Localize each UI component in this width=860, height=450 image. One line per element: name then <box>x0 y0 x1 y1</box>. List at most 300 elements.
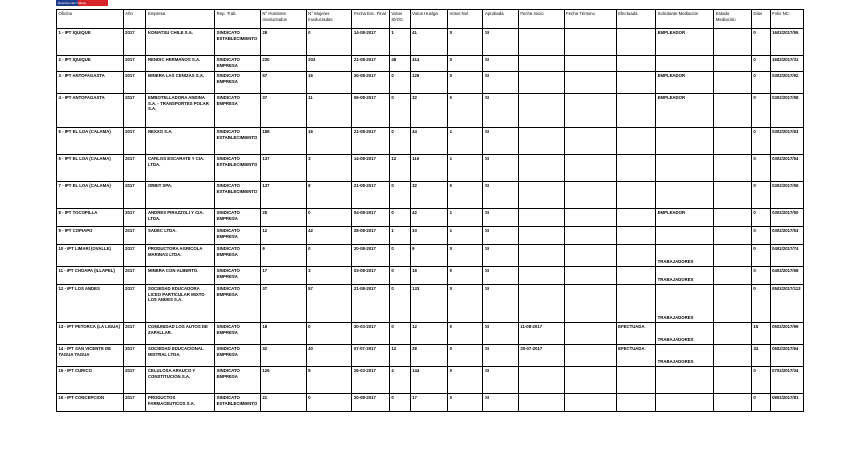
logo <box>56 0 108 6</box>
table-cell: 0 <box>448 182 483 209</box>
table-cell: SI <box>483 394 518 412</box>
table-cell <box>518 227 564 245</box>
table-cell <box>564 394 616 412</box>
table-cell: 1 <box>448 227 483 245</box>
table-cell: 0 <box>448 345 483 367</box>
table-cell <box>714 227 751 245</box>
table-cell: MINERA LAS CENIZAS S.A. <box>146 72 215 94</box>
table-cell: 0702/2017/34 <box>770 367 803 394</box>
table-cell <box>616 128 656 155</box>
table-cell <box>714 245 751 267</box>
table-cell: TRABAJADORES <box>656 345 714 367</box>
table-cell: 0502/2017/113 <box>770 285 803 323</box>
table-cell: 11-08-2017 <box>518 323 564 345</box>
table-cell: 1602/2017/55 <box>770 29 803 56</box>
table-cell: CARLOS ESCARATE Y CIA. LTDA. <box>146 155 215 182</box>
table-cell <box>564 72 616 94</box>
table-cell: 30-08-2017 <box>352 72 389 94</box>
table-cell <box>616 227 656 245</box>
table-cell: 17 <box>410 394 447 412</box>
table-cell: TRABAJADORES <box>656 323 714 345</box>
table-cell: 18 <box>410 267 447 285</box>
table-cell: 17 <box>260 267 306 285</box>
table-cell: 137 <box>260 182 306 209</box>
table-cell: 0302/2017/92 <box>770 72 803 94</box>
table-cell: SI <box>483 323 518 345</box>
table-cell: 18 <box>260 323 306 345</box>
table-cell: 2017 <box>123 394 146 412</box>
table-cell <box>564 155 616 182</box>
table-cell: ANDRES PIRAZZOLI Y CIA. LTDA. <box>146 209 215 227</box>
table-cell: 10 - IPT LIMARI (OVALLE) <box>57 245 124 267</box>
table-cell: 16 - IPT CONCEPCION <box>57 394 124 412</box>
table-cell: 15 <box>751 323 770 345</box>
column-header: N° Hombres Involucrados <box>260 10 306 29</box>
table-cell <box>616 285 656 323</box>
table-cell <box>656 155 714 182</box>
table-cell: SINDICATO EMPRESA <box>215 267 261 285</box>
table-cell: SOCIEDAD EDUCACIONAL MISTRAL LTDA. <box>146 345 215 367</box>
table-cell: 32 <box>410 94 447 128</box>
table-cell: 6 - IPT EL LOA (CALAMA) <box>57 155 124 182</box>
table-cell <box>518 128 564 155</box>
table-cell: 14-08-2017 <box>352 29 389 56</box>
table-cell: 07-07-2017 <box>352 345 389 367</box>
column-header: Estado Mediación <box>714 10 751 29</box>
table-cell: 2017 <box>123 72 146 94</box>
table-cell: 1 <box>448 128 483 155</box>
table-cell <box>714 94 751 128</box>
table-cell: 41 <box>410 29 447 56</box>
table-cell: 11 <box>306 94 352 128</box>
table-cell <box>616 29 656 56</box>
table-cell: PRODUCTORA AGRICOLA MARINAS LTDA. <box>146 245 215 267</box>
table-cell: 42 <box>410 209 447 227</box>
table-cell: SINDICATO EMPRESA <box>215 285 261 323</box>
table-cell: SINDICATO EMPRESA <box>215 367 261 394</box>
table-cell: COMUNIDAD LOS AUTOS DE ZAPALLAR. <box>146 323 215 345</box>
column-header: Rep. Trab. <box>215 10 261 29</box>
table-cell: SI <box>483 128 518 155</box>
table-cell: 0 <box>751 29 770 56</box>
column-header: Votos Huelga <box>410 10 447 29</box>
table-cell: EMPLEADOR <box>656 94 714 128</box>
table-cell: SINDICATO ESTABLECIMIENTO <box>215 394 261 412</box>
table-cell: 0 <box>448 29 483 56</box>
table-cell: 11 - IPT CHOAPA (ILLAPEL) <box>57 267 124 285</box>
column-header: Fecha Esc. Final <box>352 10 389 29</box>
table-cell: 20-07-2017 <box>518 345 564 367</box>
table-cell: 40 <box>306 345 352 367</box>
table-cell: SI <box>483 182 518 209</box>
table-cell <box>656 128 714 155</box>
table-cell: NEXXO S.A. <box>146 128 215 155</box>
column-header: Días <box>751 10 770 29</box>
table-cell: 0 <box>389 72 410 94</box>
table-cell <box>714 56 751 72</box>
column-header: Aprobada <box>483 10 518 29</box>
table-cell: 0 <box>448 394 483 412</box>
table-cell <box>714 29 751 56</box>
table-cell <box>616 56 656 72</box>
table-cell: SI <box>483 285 518 323</box>
table-cell: 0 <box>448 267 483 285</box>
column-header: Año <box>123 10 146 29</box>
table-cell <box>714 345 751 367</box>
table-cell: 0402/2017/68 <box>770 267 803 285</box>
table-cell: 0302/2017/59 <box>770 182 803 209</box>
table-cell: 0 <box>389 267 410 285</box>
table-cell <box>564 29 616 56</box>
table-cell: CELULOSA ARAUCO Y CONSTITUCION S.A. <box>146 367 215 394</box>
table-cell <box>656 394 714 412</box>
table-cell: 0302/2017/54 <box>770 155 803 182</box>
table-cell: 0 <box>751 94 770 128</box>
table-row <box>57 72 804 94</box>
column-header: Solicitante Mediación <box>656 10 714 29</box>
table-cell <box>714 285 751 323</box>
table-cell: SINDICATO ESTABLECIMIENTO <box>215 155 261 182</box>
table-cell: 0 <box>306 29 352 56</box>
table-cell: 20-08-2017 <box>352 394 389 412</box>
table-cell: 16 <box>306 72 352 94</box>
table-cell: 0302/2017/50 <box>770 209 803 227</box>
table-cell: TRABAJADORES <box>656 267 714 285</box>
table-cell: 0 <box>448 94 483 128</box>
table-cell <box>518 209 564 227</box>
table-cell <box>714 72 751 94</box>
table-cell: 1 - IPT IQUIQUE <box>57 29 124 56</box>
table-cell: 1 <box>389 227 410 245</box>
table-cell <box>518 29 564 56</box>
table-cell: 2017 <box>123 209 146 227</box>
table-cell: 2017 <box>123 367 146 394</box>
table-cell: SI <box>483 72 518 94</box>
table-cell: 0 <box>389 182 410 209</box>
table-cell: 0 <box>389 94 410 128</box>
table-row <box>57 29 804 56</box>
table-cell: 32 <box>260 345 306 367</box>
table-cell: 3 <box>306 267 352 285</box>
table-cell: 21-08-2017 <box>352 285 389 323</box>
table-cell: 0602/2017/64 <box>770 345 803 367</box>
table-cell: 28-08-2017 <box>352 227 389 245</box>
table-cell <box>564 182 616 209</box>
table-cell <box>714 128 751 155</box>
table-row <box>57 345 804 367</box>
table-row <box>57 285 804 323</box>
table-cell <box>564 345 616 367</box>
table-row <box>57 227 804 245</box>
table-cell: 06-08-2017 <box>352 94 389 128</box>
table-cell <box>564 245 616 267</box>
table-cell: 0 <box>751 155 770 182</box>
table-cell: 21-08-2017 <box>352 56 389 72</box>
table-cell: SI <box>483 56 518 72</box>
table-cell <box>656 367 714 394</box>
table-cell <box>656 182 714 209</box>
table-cell: 8 - IPT TOCOPILLA <box>57 209 124 227</box>
table-cell: 0302/2017/63 <box>770 128 803 155</box>
table-cell <box>714 323 751 345</box>
table-cell: 0 <box>751 394 770 412</box>
table-row <box>57 56 804 72</box>
table-cell: 3 <box>306 155 352 182</box>
table-row <box>57 267 804 285</box>
table-cell: SI <box>483 155 518 182</box>
table-cell <box>564 227 616 245</box>
table-cell: SINDICATO EMPRESA <box>215 323 261 345</box>
table-cell: 2017 <box>123 323 146 345</box>
table-cell <box>616 72 656 94</box>
table-cell: 0 <box>448 285 483 323</box>
table-cell: SINDICATO EMPRESA <box>215 209 261 227</box>
table-cell: 0 <box>751 72 770 94</box>
table-cell: 04-08-2017 <box>352 209 389 227</box>
column-header: Fecha Inicio <box>518 10 564 29</box>
table-cell: 4 <box>389 367 410 394</box>
table-cell: 42 <box>306 227 352 245</box>
table-cell: SI <box>483 29 518 56</box>
table-cell <box>616 367 656 394</box>
table-cell: SI <box>483 245 518 267</box>
table-cell <box>564 56 616 72</box>
table-cell: 4 - IPT ANTOFAGASTA <box>57 94 124 128</box>
table-cell: 1602/2017/31 <box>770 56 803 72</box>
table-cell: 21 <box>260 394 306 412</box>
table-cell: 57 <box>306 285 352 323</box>
table-cell: EMPLEADOR <box>656 209 714 227</box>
column-header: Votos SÍ/OC <box>389 10 410 29</box>
table-cell: 2017 <box>123 285 146 323</box>
table-cell: 1 <box>448 155 483 182</box>
table-cell: ORBIT SPA. <box>146 182 215 209</box>
table-cell: 0 <box>751 56 770 72</box>
table-row <box>57 367 804 394</box>
table-cell: 32 <box>410 182 447 209</box>
table-cell: 0402/2017/74 <box>770 245 803 267</box>
table-cell: 137 <box>260 155 306 182</box>
table-cell: KOMATSU CHILE S.A. <box>146 29 215 56</box>
table-cell: SINDICATO ESTABLECIMIENTO <box>215 29 261 56</box>
table-cell: SINDICATO EMPRESA <box>215 94 261 128</box>
table-cell: SOCIEDAD EDUCADORA LICEO PARTICULAR MIXTO LOS ANDES S.A. <box>146 285 215 323</box>
table-cell: 28 <box>260 29 306 56</box>
column-header: Empresa <box>146 10 215 29</box>
table-cell: 8 <box>306 182 352 209</box>
table-cell: 0 <box>448 56 483 72</box>
table-cell <box>518 72 564 94</box>
table-cell: 126 <box>410 72 447 94</box>
table-cell: SINDICATO ESTABLECIMIENTO <box>215 182 261 209</box>
table-cell <box>564 209 616 227</box>
table-cell: 8 <box>306 367 352 394</box>
table-cell: 0 <box>306 394 352 412</box>
table-cell: 20-08-2017 <box>352 245 389 267</box>
table-cell: 0 <box>448 245 483 267</box>
table-cell: 03-08-2017 <box>352 267 389 285</box>
table-cell <box>616 155 656 182</box>
table-cell <box>518 245 564 267</box>
table-cell: EFECTUADA <box>616 323 656 345</box>
table-cell: TRABAJADORES <box>656 285 714 323</box>
table-cell: 9 <box>410 245 447 267</box>
table-cell: EMBOTELLADORA ANDINA S.A. - TRANSPORTES POLAR S.A. <box>146 94 215 128</box>
table-cell: 0 <box>389 209 410 227</box>
table-cell <box>656 227 714 245</box>
table-cell: 2017 <box>123 128 146 155</box>
table-cell: SI <box>483 367 518 394</box>
column-header: Fecha Término <box>564 10 616 29</box>
table-cell <box>518 56 564 72</box>
table-cell <box>518 267 564 285</box>
table-cell: 0 <box>389 394 410 412</box>
table-cell <box>518 394 564 412</box>
table-cell: 0502/2017/99 <box>770 323 803 345</box>
table-cell: 0 <box>389 128 410 155</box>
table-cell: 5 - IPT EL LOA (CALAMA) <box>57 128 124 155</box>
table-cell: 26-03-2017 <box>352 367 389 394</box>
table-row <box>57 155 804 182</box>
table-row <box>57 182 804 209</box>
table-cell: EMPLEADOR <box>656 72 714 94</box>
table-cell: 126 <box>260 367 306 394</box>
table-cell: 2017 <box>123 29 146 56</box>
table-cell: SI <box>483 227 518 245</box>
table-cell: TRABAJADORES <box>656 245 714 267</box>
table-cell: 0 <box>448 367 483 394</box>
table-cell: EMPLEADOR <box>656 29 714 56</box>
table-cell: SINDICATO EMPRESA <box>215 245 261 267</box>
table-cell: SI <box>483 209 518 227</box>
table-row <box>57 245 804 267</box>
table-cell <box>616 209 656 227</box>
table-cell <box>714 367 751 394</box>
table-cell: 7 - IPT EL LOA (CALAMA) <box>57 182 124 209</box>
table-cell: 0 <box>751 209 770 227</box>
table-cell <box>564 94 616 128</box>
table-cell: PRODUCTOS FARMACEUTICOS S.A. <box>146 394 215 412</box>
table-cell: 116 <box>410 155 447 182</box>
table-cell: SINDICATO EMPRESA <box>215 227 261 245</box>
table-cell: 2017 <box>123 267 146 285</box>
table-cell: 1 <box>389 29 410 56</box>
table-cell <box>616 94 656 128</box>
table-cell <box>616 182 656 209</box>
table-cell <box>518 367 564 394</box>
table-cell <box>518 155 564 182</box>
table-cell: 3 - IPT ANTOFAGASTA <box>57 72 124 94</box>
table-cell: 0802/2017/81 <box>770 394 803 412</box>
table-cell: 2017 <box>123 94 146 128</box>
table-cell: 203 <box>306 56 352 72</box>
table-cell: 0 <box>448 72 483 94</box>
table-cell: 0 <box>306 209 352 227</box>
table-cell: 12 <box>260 227 306 245</box>
table-cell <box>616 394 656 412</box>
table-cell: 2017 <box>123 182 146 209</box>
table-cell: SI <box>483 345 518 367</box>
table-cell <box>616 267 656 285</box>
table-cell: SI <box>483 94 518 128</box>
table-cell: 0 <box>751 227 770 245</box>
column-header: Votos Nul <box>448 10 483 29</box>
table-cell <box>714 155 751 182</box>
table-cell: SINDICATO EMPRESA <box>215 72 261 94</box>
table-cell: 0 <box>751 285 770 323</box>
table-cell <box>714 394 751 412</box>
table-cell: 0 <box>389 285 410 323</box>
table-cell: MINERA CON ALBERTO. <box>146 267 215 285</box>
table-cell: 15 - IPT CURICO <box>57 367 124 394</box>
table-cell: SADEC LTDA. <box>146 227 215 245</box>
table-cell: 37 <box>260 285 306 323</box>
table-cell: 2017 <box>123 227 146 245</box>
table-cell: 0302/2017/53 <box>770 227 803 245</box>
table-cell <box>714 267 751 285</box>
table-cell: 28 <box>410 345 447 367</box>
column-header: Efectuada <box>616 10 656 29</box>
table-cell: 188 <box>260 128 306 155</box>
table-cell: EFECTUADA <box>616 345 656 367</box>
table-row <box>57 128 804 155</box>
table-cell: 2 - IPT IQUIQUE <box>57 56 124 72</box>
table-cell: 12 <box>410 323 447 345</box>
table-cell: 57 <box>260 72 306 94</box>
strikes-table <box>56 9 804 412</box>
table-cell <box>564 367 616 394</box>
table-cell: 0 <box>751 245 770 267</box>
table-cell: 21-08-2017 <box>352 182 389 209</box>
column-header: N° Mujeres Involucradas <box>306 10 352 29</box>
table-cell <box>656 56 714 72</box>
table-cell <box>518 285 564 323</box>
table-cell: 14 - IPT SAN VICENTE DE TAGUA TAGUA <box>57 345 124 367</box>
table-row <box>57 323 804 345</box>
table-cell: 414 <box>410 56 447 72</box>
column-header: Oficina <box>57 10 124 29</box>
table-row <box>57 94 804 128</box>
table-cell: SINDICATO EMPRESA <box>215 345 261 367</box>
table-cell: 9 - IPT COPIAPO <box>57 227 124 245</box>
table-body <box>57 29 804 412</box>
table-cell: 0 <box>389 245 410 267</box>
table-cell: 13 - IPT PETORCA (LA LIGUA) <box>57 323 124 345</box>
table-row <box>57 209 804 227</box>
table-cell: 14-08-2017 <box>352 155 389 182</box>
table-cell: 0 <box>306 245 352 267</box>
table-cell: 16 <box>306 128 352 155</box>
table-cell: SI <box>483 267 518 285</box>
table-header-row <box>57 10 804 29</box>
table-cell: 133 <box>410 285 447 323</box>
table-cell: 33 <box>410 227 447 245</box>
table-cell: 0 <box>751 267 770 285</box>
table-cell: 34 <box>751 345 770 367</box>
table-cell: 21-08-2017 <box>352 128 389 155</box>
table-cell: 144 <box>410 367 447 394</box>
table-cell: 0 <box>389 323 410 345</box>
table-cell: 37 <box>260 94 306 128</box>
table-cell: 230 <box>260 56 306 72</box>
table-cell: 0 <box>751 367 770 394</box>
table-cell: SINDICATO ESTABLECIMIENTO <box>215 128 261 155</box>
table-cell: 0 <box>306 323 352 345</box>
table-cell: 12 <box>389 345 410 367</box>
table-row <box>57 394 804 412</box>
table-cell: 0 <box>448 323 483 345</box>
table-cell: 30-03-2017 <box>352 323 389 345</box>
